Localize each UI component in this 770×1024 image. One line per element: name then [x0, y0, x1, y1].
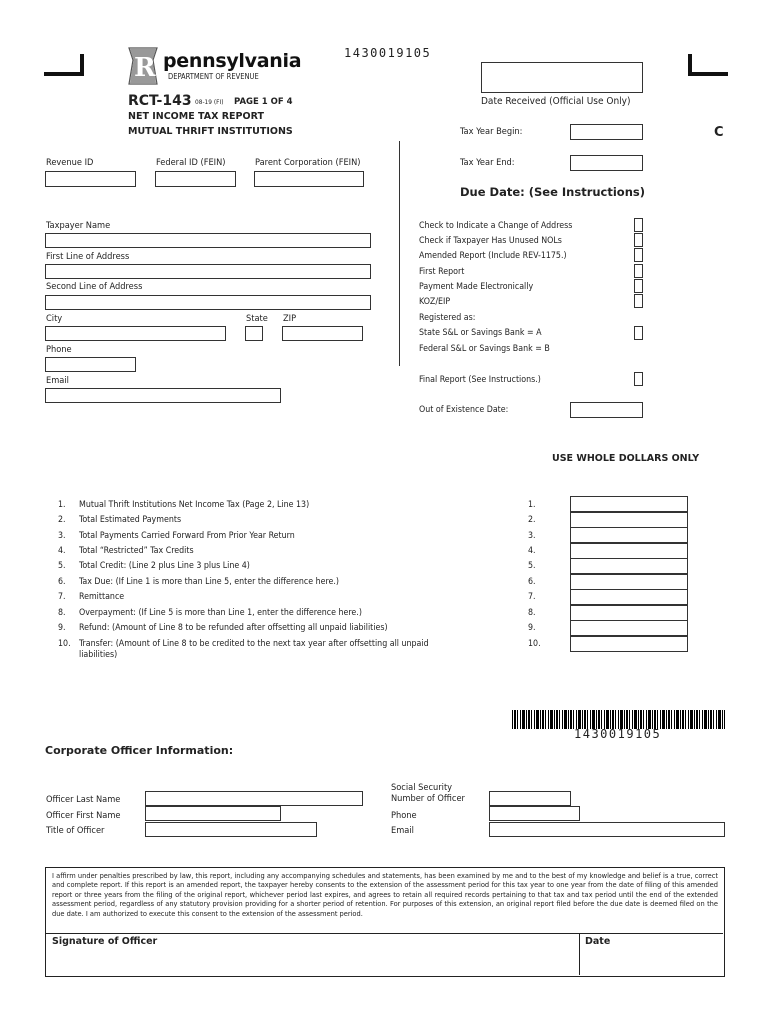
line-7-amount[interactable]	[570, 589, 688, 605]
title-line-1: NET INCOME TAX REPORT	[128, 111, 264, 122]
signature-field[interactable]	[48, 948, 576, 973]
line-10-text: Transfer: (Amount of Line 8 to be credited to the next tax year after offsetting all unpaid liabilities)	[79, 639, 429, 660]
line-7-number: 7.	[58, 592, 66, 602]
title-line-2: MUTUAL THRIFT INSTITUTIONS	[128, 126, 293, 137]
city-label: City	[46, 313, 63, 324]
officer-phone-input[interactable]	[489, 806, 580, 821]
line-5-amount[interactable]	[570, 558, 688, 574]
signature-label: Signature of Officer	[52, 936, 158, 947]
line-8-ref: 8.	[528, 608, 536, 618]
column-divider	[399, 141, 400, 366]
officer-ssn-input[interactable]	[489, 791, 571, 806]
officer-ssn-label-2: Number of Officer	[391, 793, 465, 804]
check-label-change-address: Check to Indicate a Change of Address	[419, 221, 573, 231]
registered-as-label: Registered as:	[419, 313, 476, 323]
line-4-ref: 4.	[528, 546, 536, 556]
officer-last-name-input[interactable]	[145, 791, 363, 806]
check-label-amended: Amended Report (Include REV-1175.)	[419, 251, 567, 261]
date-label: Date	[585, 936, 611, 947]
line-6-number: 6.	[58, 577, 66, 587]
registration-type-input[interactable]	[634, 326, 643, 340]
taxpayer-name-label: Taxpayer Name	[46, 220, 111, 231]
line-2-number: 2.	[58, 515, 66, 525]
revenue-id-input[interactable]	[45, 171, 136, 187]
federal-id-label: Federal ID (FEIN)	[156, 157, 226, 168]
out-of-existence-label: Out of Existence Date:	[419, 405, 509, 415]
zip-input[interactable]	[282, 326, 363, 341]
affirmation-box	[45, 867, 725, 977]
state-label: State	[246, 313, 268, 324]
due-date-label: Due Date: (See Instructions)	[460, 185, 645, 199]
date-field[interactable]	[582, 948, 720, 973]
edge-letter: C	[714, 125, 724, 140]
address2-label: Second Line of Address	[46, 281, 143, 292]
officer-section-title: Corporate Officer Information:	[45, 744, 234, 757]
line-5-text: Total Credit: (Line 2 plus Line 3 plus Line 4)	[79, 561, 250, 571]
federal-sl-label: Federal S&L or Savings Bank = B	[419, 344, 550, 354]
registration-mark-top-right	[688, 54, 728, 76]
checkbox-paid-electronically[interactable]	[634, 279, 643, 293]
officer-first-name-label: Officer First Name	[46, 810, 121, 821]
line-4-amount[interactable]	[570, 543, 688, 559]
affirmation-divider	[46, 933, 723, 934]
checkbox-change-address[interactable]	[634, 218, 643, 232]
state-input[interactable]	[245, 326, 263, 341]
address1-label: First Line of Address	[46, 251, 130, 262]
line-3-amount[interactable]	[570, 527, 688, 543]
line-4-number: 4.	[58, 546, 66, 556]
federal-id-input[interactable]	[155, 171, 236, 187]
line-3-text: Total Payments Carried Forward From Prior Year Return	[79, 531, 295, 541]
tax-year-begin-input[interactable]	[570, 124, 643, 140]
tax-year-end-input[interactable]	[570, 155, 643, 171]
line-9-text: Refund: (Amount of Line 8 to be refunded after offsetting all unpaid liabilities)	[79, 623, 388, 633]
line-9-number: 9.	[58, 623, 66, 633]
officer-title-input[interactable]	[145, 822, 317, 837]
form-code: RCT-143	[128, 93, 192, 109]
state-sl-label: State S&L or Savings Bank = A	[419, 328, 542, 338]
email-label: Email	[46, 375, 69, 386]
line-4-text: Total “Restricted” Tax Credits	[79, 546, 194, 556]
page-label: PAGE 1 OF 4	[234, 97, 293, 107]
line-10-number: 10.	[58, 639, 71, 649]
line-3-ref: 3.	[528, 531, 536, 541]
line-6-amount[interactable]	[570, 574, 688, 590]
check-label-first-report: First Report	[419, 267, 465, 277]
doc-number-top: 1430019105	[344, 46, 432, 60]
line-6-ref: 6.	[528, 577, 536, 587]
check-label-unused-nols: Check if Taxpayer Has Unused NOLs	[419, 236, 562, 246]
line-7-ref: 7.	[528, 592, 536, 602]
date-received-box[interactable]	[481, 62, 643, 93]
officer-title-label: Title of Officer	[46, 825, 105, 836]
line-2-amount[interactable]	[570, 512, 688, 528]
officer-email-input[interactable]	[489, 822, 725, 837]
line-2-text: Total Estimated Payments	[79, 515, 182, 525]
line-8-amount[interactable]	[570, 605, 688, 621]
signature-date-divider	[579, 933, 580, 975]
parent-corp-label: Parent Corporation (FEIN)	[255, 157, 361, 168]
line-1-ref: 1.	[528, 500, 536, 510]
line-2-ref: 2.	[528, 515, 536, 525]
whole-dollars-note: USE WHOLE DOLLARS ONLY	[552, 453, 700, 464]
out-of-existence-input[interactable]	[570, 402, 643, 418]
line-1-text: Mutual Thrift Institutions Net Income Tax (Page 2, Line 13)	[79, 500, 310, 510]
line-10-amount[interactable]	[570, 636, 688, 652]
tax-year-end-label: Tax Year End:	[460, 157, 515, 168]
logo-department: DEPARTMENT OF REVENUE	[168, 72, 259, 81]
revenue-id-label: Revenue ID	[46, 157, 94, 168]
registration-mark-top-left	[44, 54, 84, 76]
line-9-amount[interactable]	[570, 620, 688, 636]
line-9-ref: 9.	[528, 623, 536, 633]
check-label-paid-electronically: Payment Made Electronically	[419, 282, 534, 292]
officer-last-name-label: Officer Last Name	[46, 794, 121, 805]
checkbox-unused-nols[interactable]	[634, 233, 643, 247]
zip-label: ZIP	[283, 313, 297, 324]
line-6-text: Tax Due: (If Line 1 is more than Line 5, enter the difference here.)	[79, 577, 340, 587]
checkbox-first-report[interactable]	[634, 264, 643, 278]
final-report-label: Final Report (See Instructions.)	[419, 375, 541, 385]
date-received-label: Date Received (Official Use Only)	[481, 96, 631, 107]
line-10-ref: 10.	[528, 639, 541, 649]
line-7-text: Remittance	[79, 592, 125, 602]
officer-phone-label: Phone	[391, 810, 417, 821]
affirmation-text: I affirm under penalties prescribed by law, this report, including any accompanying schedules and statements, has been examined by me and to the best of my knowledge and belief is a true, correct and complete report. If this report is an amended report, the taxpayer hereby consents to the extension of the assessment period for this tax year to one year from the date of filing of this amended report or three years from the filing of the original report, whichever period last expires, and agrees to retain all required records pertaining to that tax and tax period until the end of the extended assessment period, regardless of any statutory provision providing for a shorter period of retention. For purposes of this extension, an original report filed before the due date is deemed filed on the due date. I am authorized to execute this consent to the extension of the assessment period.	[52, 871, 718, 918]
check-label-koz-eip: KOZ/EIP	[419, 297, 451, 307]
parent-corp-input[interactable]	[254, 171, 364, 187]
keystone-logo	[127, 46, 159, 86]
phone-label: Phone	[46, 344, 72, 355]
line-1-number: 1.	[58, 500, 66, 510]
checkbox-final-report[interactable]	[634, 372, 643, 386]
line-5-ref: 5.	[528, 561, 536, 571]
checkbox-amended[interactable]	[634, 248, 643, 262]
barcode-number: 1430019105	[574, 727, 662, 741]
tax-year-begin-label: Tax Year Begin:	[460, 126, 523, 137]
email-input[interactable]	[45, 388, 281, 403]
officer-first-name-input[interactable]	[145, 806, 281, 821]
phone-input[interactable]	[45, 357, 136, 372]
line-8-number: 8.	[58, 608, 66, 618]
city-input[interactable]	[45, 326, 226, 341]
officer-email-label: Email	[391, 825, 414, 836]
form-revision: 08-19 (FI)	[195, 98, 224, 106]
logo-letter: R	[134, 53, 156, 83]
line-8-text: Overpayment: (If Line 5 is more than Line 1, enter the difference here.)	[79, 608, 362, 618]
line-5-number: 5.	[58, 561, 66, 571]
logo-word: pennsylvania	[163, 50, 302, 72]
officer-ssn-label-1: Social Security	[391, 782, 453, 793]
taxpayer-name-input[interactable]	[45, 233, 371, 248]
address2-input[interactable]	[45, 295, 371, 310]
line-1-amount[interactable]	[570, 496, 688, 512]
line-3-number: 3.	[58, 531, 66, 541]
address1-input[interactable]	[45, 264, 371, 279]
checkbox-koz-eip[interactable]	[634, 294, 643, 308]
